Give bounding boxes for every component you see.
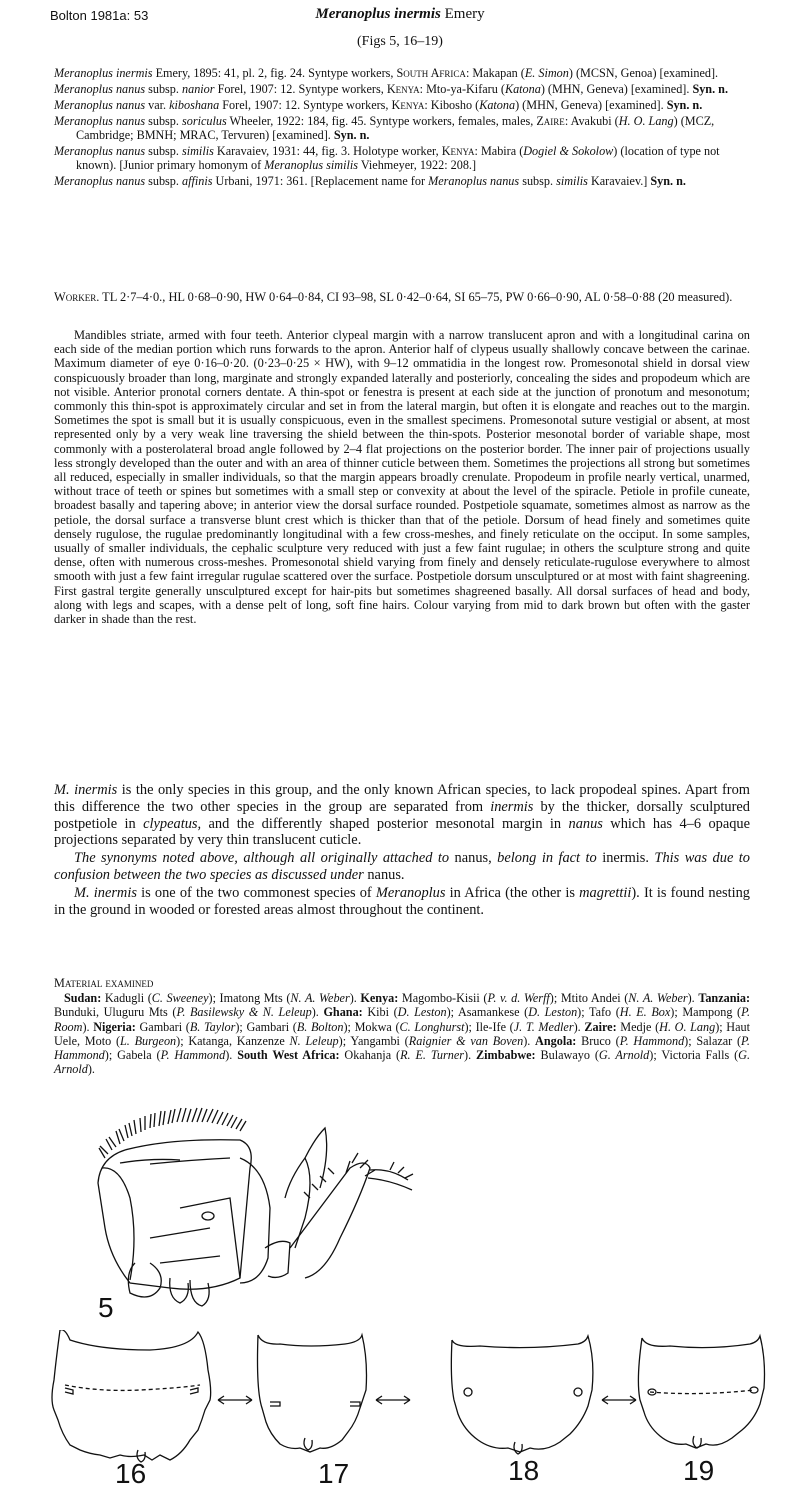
- country-name: Ghana:: [323, 1005, 363, 1020]
- locality-text: ); Mtito Andei (: [549, 991, 629, 1006]
- synonym-text: South Africa: [396, 66, 466, 80]
- country-name: Kenya:: [360, 991, 399, 1006]
- collector-name: C. Longhurst: [399, 1019, 465, 1034]
- locality-text: ).: [311, 1005, 324, 1020]
- locality-text: ).: [87, 1062, 95, 1077]
- collector-name: N. A. Weber: [290, 991, 350, 1006]
- locality-text: ); Salazar (: [684, 1033, 742, 1048]
- species-name: Meranoplus inermis: [315, 6, 441, 22]
- locality-text: ); Tafo (: [577, 1005, 620, 1020]
- synonym-text: Katona: [479, 98, 516, 112]
- locality-text: ); Gabela (: [104, 1048, 161, 1063]
- synonym-text: Meranoplus inermis: [54, 66, 153, 80]
- synonym-text: Emery, 1895: 41, pl. 2, fig. 24. Syntype workers,: [152, 66, 397, 80]
- species-title: [50, 6, 750, 23]
- synonym-text: : Mto-ya-Kifaru (: [419, 82, 505, 96]
- synonym-text: ) (MCSN, Genoa) [examined].: [568, 66, 719, 80]
- locality-text: Kibi (: [362, 1005, 398, 1020]
- synonym-text: E. Simon: [524, 66, 569, 80]
- description-paragraph: Mandibles striate, armed with four teeth. Anterior clypeal margin with a narrow translucent apron and with a longitudinal carina on each side of the median portion which runs forwards to the apron. Anterior half of clypeus usually shallowly concave between the carinae. Maximum diameter of eye 0·16–0·20. (0·23–0·25 × HW), with 9–12 ommatidia in the longest row. Promesonotal shield in dorsal view conspicuously broader than long, marginate and strongly expanded laterally and posteriorly, concealing the sides and propodeum which are not visible. Anterior pronotal corners dentate. A thin-spot or fenestra is present at each side at the junction of pronotum and mesonotum; commonly this thin-spot is approximately circular and set in from the lateral margin, but often it is elongate and reaches out to the margin. Sometimes the spot is small but it is usually conspicuous, even in the smallest specimens. Promesonotal suture vestigial or absent, at most represented only by a very weak line traversing the shield between the thin-spots. Posterior mesonotal border of variable shape, most commonly with a posterolateral broad angle followed by 2–4 flat projections on the posterior border. The inner pair of projections usually less strongly developed than the outer and with an area of thinner cuticle between them. Sometimes the projections all strong but sometimes all reduced, especially in smaller individuals, so that the margin appears broadly crenulate. Propodeum in profile nearly vertical, unarmed, without trace of teeth or spines but sometimes with a small step or convexity at about the level of the spiracle. Petiole in profile cuneate, broadest basally and tapering above; in anterior view the dorsal surface rounded. Postpetiole squamate, sometimes almost as narrow as the petiole, the dorsal surface a transverse blunt crest which is thicker than that of the petiole. Dorsum of head finely and sometimes quite densely rugulose, the rugulae predominantly longitudinal with a few cross-meshes, and finely reticulate on the occiput. In some samples, usually of smaller individuals, the cephalic sculpture very reduced with just a few faint rugulae; in others the sculpture strong and quite dense, often with numerous cross-meshes. Promesonotal shield varying from finely and densely reticulate-rugulose everywhere to almost smooth with just a few faint irregular rugulae scattered over the surface. Postpetiole dorsum unsculptured or at most with faint shagreening. First gastral tergite generally unsculptured except for hair-pits but sometimes shagreened basally. All dorsal surfaces of head and body, along with legs and scapes, with a dense pelt of long, soft fine hairs. Colour varying from mid to dark brown but often with the gaster darker in shade than the rest.: [54, 328, 750, 627]
- collector-name: C. Sweeney: [151, 991, 209, 1006]
- discussion-text: M. inermis: [54, 782, 118, 798]
- collector-name: B. Bolton: [296, 1019, 344, 1034]
- country-name: Sudan:: [64, 991, 102, 1006]
- locality-text: ); Yangambi (: [338, 1033, 409, 1048]
- synonym-text: ) (MHN, Geneva) [examined].: [540, 82, 693, 96]
- discussion-text: Meranoplus: [375, 884, 446, 901]
- synonym-entry: [54, 98, 750, 112]
- worker-measurements: [54, 290, 750, 305]
- collector-name: G. Arnold: [54, 1048, 751, 1077]
- synonym-entry: [54, 174, 750, 188]
- figure-19-label: 19: [683, 1455, 715, 1486]
- locality-text: Okahanja (: [339, 1048, 401, 1063]
- locality-text: ); Imatong Mts (: [208, 991, 291, 1006]
- locality-text: ); Asamankese (: [446, 1005, 529, 1020]
- synonym-text: Forel, 1907: 12. Syntype workers,: [214, 82, 387, 96]
- figure-18-shield: [451, 1336, 593, 1454]
- collector-name: D. Leston: [397, 1005, 447, 1020]
- synonym-entry: [54, 114, 750, 142]
- discussion-text: M. inermis: [74, 884, 137, 901]
- figure-5-lateral-view: [90, 1098, 420, 1328]
- collector-name: P. Room: [54, 1005, 750, 1034]
- locality-text: Gambari (: [135, 1019, 190, 1034]
- figure-17-label: 17: [318, 1458, 350, 1489]
- synonym-text: soriculus: [182, 114, 227, 128]
- discussion-text: is the only species in this group, and the only known African species, to lack propodeal spines. Apart from this difference the two other species in the group are separated from: [54, 782, 750, 815]
- locality-text: Medje (: [616, 1019, 660, 1034]
- locality-text: ); Haut Uele, Moto (: [54, 1019, 750, 1048]
- collector-name: P. Basilewsky & N. Leleup: [176, 1005, 312, 1020]
- collector-name: P. Hammond: [160, 1048, 226, 1063]
- collector-name: N. A. Weber: [628, 991, 688, 1006]
- synonym-text: H. O. Lang: [618, 114, 674, 128]
- synonym-text: affinis: [182, 174, 213, 188]
- discussion-text: belong in fact to: [491, 850, 603, 867]
- figure-19-shield: [638, 1336, 764, 1448]
- synonym-text: ) (location of type not known). [Junior primary homonym of: [76, 144, 720, 172]
- discussion-paragraph: [54, 782, 750, 849]
- synonym-text: Katona: [504, 82, 541, 96]
- synonym-text: Meranoplus nanus: [54, 82, 146, 96]
- discussion-text: clypeatus,: [143, 815, 202, 832]
- synonym-text: subsp.: [145, 144, 182, 158]
- page-header: [50, 6, 750, 28]
- material-heading: Material examined: [54, 976, 154, 990]
- discussion-paragraph: [54, 850, 750, 884]
- country-name: Nigeria:: [93, 1019, 136, 1034]
- collector-name: B. Taylor: [189, 1019, 236, 1034]
- synonym-text: subsp.: [145, 174, 182, 188]
- synonym-text: Urbani, 1971: 361. [Replacement name for: [212, 174, 429, 188]
- synonym-text: : Kibosho (: [424, 98, 480, 112]
- worker-measurement-text: TL 2·7–4·0., HL 0·68–0·90, HW 0·64–0·84, CI 93–98, SL 0·42–0·64, SI 65–75, PW 0·66–0·90, AL 0·58–0·88 (20 measured).: [99, 290, 733, 304]
- synonym-text: : Makapan (: [465, 66, 525, 80]
- figure-reference: (Figs 5, 16–19): [357, 34, 443, 49]
- collector-name: R. E. Turner: [400, 1048, 465, 1063]
- synonym-entry: [54, 82, 750, 96]
- synonym-text: Meranoplus nanus: [54, 174, 146, 188]
- country-name: Zimbabwe:: [476, 1048, 536, 1063]
- synonym-text: ) (MCZ, Cambridge; BMNH; MRAC, Tervuren) [examined].: [76, 114, 715, 142]
- discussion-text: and the differently shaped posterior mesonotal margin in: [201, 815, 569, 832]
- synonym-text: Meranoplus nanus: [54, 98, 146, 112]
- synonym-text: : Avakubi (: [564, 114, 619, 128]
- collector-name: H. E. Box: [619, 1005, 671, 1020]
- synonym-text: Meranoplus nanus: [54, 144, 146, 158]
- synonym-text: ) (MHN, Geneva) [examined].: [515, 98, 667, 112]
- discussion-text: inermis.: [602, 850, 649, 867]
- collector-name: J. T. Medler: [513, 1019, 574, 1034]
- figure-18-label: 18: [508, 1455, 540, 1486]
- country-name: South West Africa:: [237, 1048, 340, 1063]
- synonym-text: similis: [182, 144, 214, 158]
- discussion-text: nanus.: [367, 866, 405, 883]
- discussion-text: by the thicker, dorsally sculptured postpetiole in: [54, 798, 750, 832]
- collector-name: Raignier & van Boven: [408, 1033, 524, 1048]
- discussion-text: inermis: [490, 798, 534, 815]
- synonym-text: kiboshana: [169, 98, 220, 112]
- country-name: Tanzania:: [698, 991, 751, 1006]
- synonym-text: Meranoplus nanus: [428, 174, 520, 188]
- collector-name: H. O. Lang: [659, 1019, 716, 1034]
- figure-16-label: 16: [115, 1458, 147, 1489]
- synonym-text: Meranoplus similis: [264, 158, 358, 172]
- hair-pelt: [99, 1108, 246, 1158]
- locality-text: ); Mokwa (: [343, 1019, 400, 1034]
- synonym-text: Karavaiev, 1931: 44, fig. 3. Holotype worker,: [213, 144, 442, 158]
- synonym-text: Viehmeyer, 1922: 208.]: [358, 158, 477, 172]
- synonym-text: Meranoplus nanus: [54, 114, 146, 128]
- synonym-text: Syn. n.: [666, 98, 703, 112]
- worker-label: Worker.: [54, 290, 100, 304]
- synonym-text: subsp.: [145, 82, 182, 96]
- locality-text: ).: [464, 1048, 477, 1063]
- collector-name: P. Hammond: [54, 1033, 750, 1063]
- country-name: Angola:: [535, 1033, 577, 1048]
- synonym-text: subsp.: [145, 114, 182, 128]
- synonym-text: : Mabira (: [474, 144, 524, 158]
- locality-text: Bunduki, Uluguru Mts (: [54, 1005, 177, 1020]
- collector-name: N. Leleup: [289, 1033, 339, 1048]
- collector-name: P. v. d. Werff: [487, 991, 550, 1006]
- locality-text: ).: [523, 1033, 536, 1048]
- synonym-text: Dogiel & Sokolow: [523, 144, 614, 158]
- material-examined: [54, 976, 750, 1076]
- figure-16-shield: [52, 1330, 211, 1462]
- locality-text: ); Ile-Ife (: [464, 1019, 514, 1034]
- locality-text: ).: [349, 991, 361, 1006]
- discussion: [54, 782, 750, 919]
- synonym-text: var.: [145, 98, 170, 112]
- collector-name: P. Hammond: [619, 1033, 685, 1048]
- worker-description: [54, 328, 750, 626]
- discussion-paragraph: [54, 885, 750, 919]
- synonym-text: Karavaiev.]: [587, 174, 651, 188]
- synonym-entry: [54, 144, 750, 172]
- synonym-text: Syn. n.: [650, 174, 686, 188]
- synonym-text: nanior: [182, 82, 215, 96]
- discussion-text: nanus,: [454, 850, 492, 867]
- discussion-text: nanus: [568, 815, 603, 832]
- collector-name: D. Leston: [528, 1005, 578, 1020]
- synonym-text: Kenya: [441, 144, 475, 158]
- material-records: [54, 991, 750, 1076]
- synonym-text: Zaire: [536, 114, 565, 128]
- synonym-text: Syn. n.: [692, 82, 729, 96]
- locality-text: ).: [687, 991, 699, 1006]
- locality-text: ); Katanga, Kanzenze: [176, 1033, 290, 1048]
- discussion-text: The synonyms noted above, although all originally attached to: [74, 850, 455, 867]
- collector-name: L. Burgeon: [120, 1033, 177, 1048]
- locality-text: Bruco (: [576, 1033, 620, 1048]
- synonym-text: Kenya: [391, 98, 425, 112]
- locality-text: Magombo-Kisii (: [398, 991, 488, 1006]
- synonym-text: subsp.: [519, 174, 557, 188]
- synonym-text: Forel, 1907: 12. Syntype workers,: [219, 98, 392, 112]
- discussion-text: is one of the two commonest species of: [136, 884, 376, 901]
- discussion-text: magrettii: [579, 884, 632, 901]
- page-citation: Bolton 1981a: 53: [50, 8, 149, 23]
- country-name: Zaire:: [584, 1019, 617, 1034]
- locality-text: Bulawayo (: [535, 1048, 599, 1063]
- discussion-text: ). It is found nesting in the ground in wooded or forested areas almost throughout the continent.: [54, 884, 750, 918]
- discussion-text: in Africa (the other is: [445, 884, 580, 901]
- figure-17-shield: [258, 1335, 367, 1452]
- synonym-entry: [54, 66, 750, 80]
- species-author: Emery: [444, 6, 485, 22]
- synonym-text: Wheeler, 1922: 184, fig. 45. Syntype workers, females, males,: [226, 114, 537, 128]
- locality-text: ); Mampong (: [670, 1005, 742, 1020]
- locality-text: ).: [82, 1019, 94, 1034]
- locality-text: Kadugli (: [101, 991, 152, 1006]
- figure-5-label: 5: [98, 1292, 114, 1323]
- discussion-text: which has 4–6 opaque projections separated by very thin translucent cuticle.: [54, 815, 751, 849]
- locality-text: ); Gambari (: [235, 1019, 297, 1034]
- synonymy-list: [54, 66, 750, 190]
- synonym-text: Syn. n.: [333, 128, 370, 142]
- locality-text: ).: [225, 1048, 238, 1063]
- synonym-text: similis: [556, 174, 588, 188]
- collector-name: G. Arnold: [598, 1048, 650, 1063]
- locality-text: ).: [573, 1019, 585, 1034]
- discussion-text: This was due to confusion between the two species as discussed under: [54, 850, 751, 883]
- locality-text: ); Victoria Falls (: [649, 1048, 739, 1063]
- synonym-text: Kenya: [386, 82, 420, 96]
